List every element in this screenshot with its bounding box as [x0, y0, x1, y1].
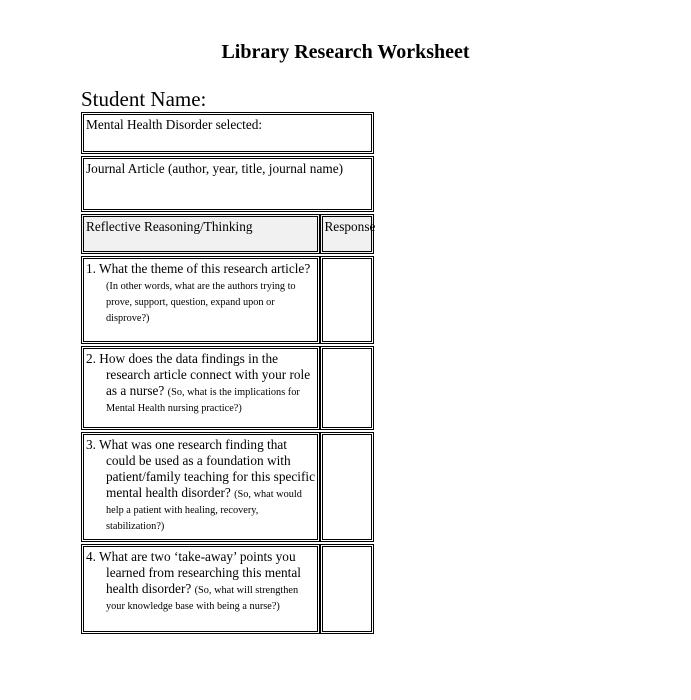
disorder-row	[81, 112, 374, 154]
question-note: (So, what will strengthen your knowledge base with being a nurse?)	[106, 585, 299, 612]
header-response	[320, 214, 374, 254]
student-name-label: Student Name:	[81, 87, 207, 111]
disorder-field[interactable]	[81, 112, 374, 154]
question-text: 3. What was one research finding that could be used as a foundation with patient/family teaching for this specific mental health disorder?	[86, 437, 315, 500]
question-cell	[81, 346, 320, 430]
question-cell	[81, 432, 320, 542]
response-cell[interactable]	[320, 544, 374, 634]
header-response-label: Response	[324, 219, 376, 234]
question-text: 2. How does the data findings in the research article connect with your role as a nurse?	[86, 351, 311, 398]
question-text: 4. What are two ‘take-away’ points you learned from researching this mental health disorder?	[86, 549, 301, 596]
worksheet-table	[81, 110, 374, 636]
header-reflective-label: Reflective Reasoning/Thinking	[86, 219, 253, 234]
question-note: (So, what is the implications for Mental Health nursing practice?)	[106, 387, 300, 414]
question-cell	[81, 256, 320, 344]
question-row	[81, 544, 374, 634]
question-cell	[81, 544, 320, 634]
question-row	[81, 432, 374, 542]
worksheet	[81, 110, 374, 636]
response-cell[interactable]	[320, 432, 374, 542]
question-note: (So, what would help a patient with healing, recovery, stabilization?)	[106, 489, 302, 532]
response-cell[interactable]	[320, 256, 374, 344]
article-row	[81, 156, 374, 212]
question-note: (In other words, what are the authors trying to prove, support, question, expand upon or disprove?)	[106, 281, 296, 324]
question-text: 1. What the theme of this research article?	[86, 261, 311, 276]
question-row	[81, 256, 374, 344]
table-header-row	[81, 214, 374, 254]
page-title: Library Research Worksheet	[221, 41, 470, 63]
response-cell[interactable]	[320, 346, 374, 430]
article-label: Journal Article (author, year, title, journal name)	[86, 161, 344, 176]
article-field[interactable]	[81, 156, 374, 212]
question-row	[81, 346, 374, 430]
disorder-label: Mental Health Disorder selected:	[86, 117, 263, 132]
header-reflective	[81, 214, 320, 254]
